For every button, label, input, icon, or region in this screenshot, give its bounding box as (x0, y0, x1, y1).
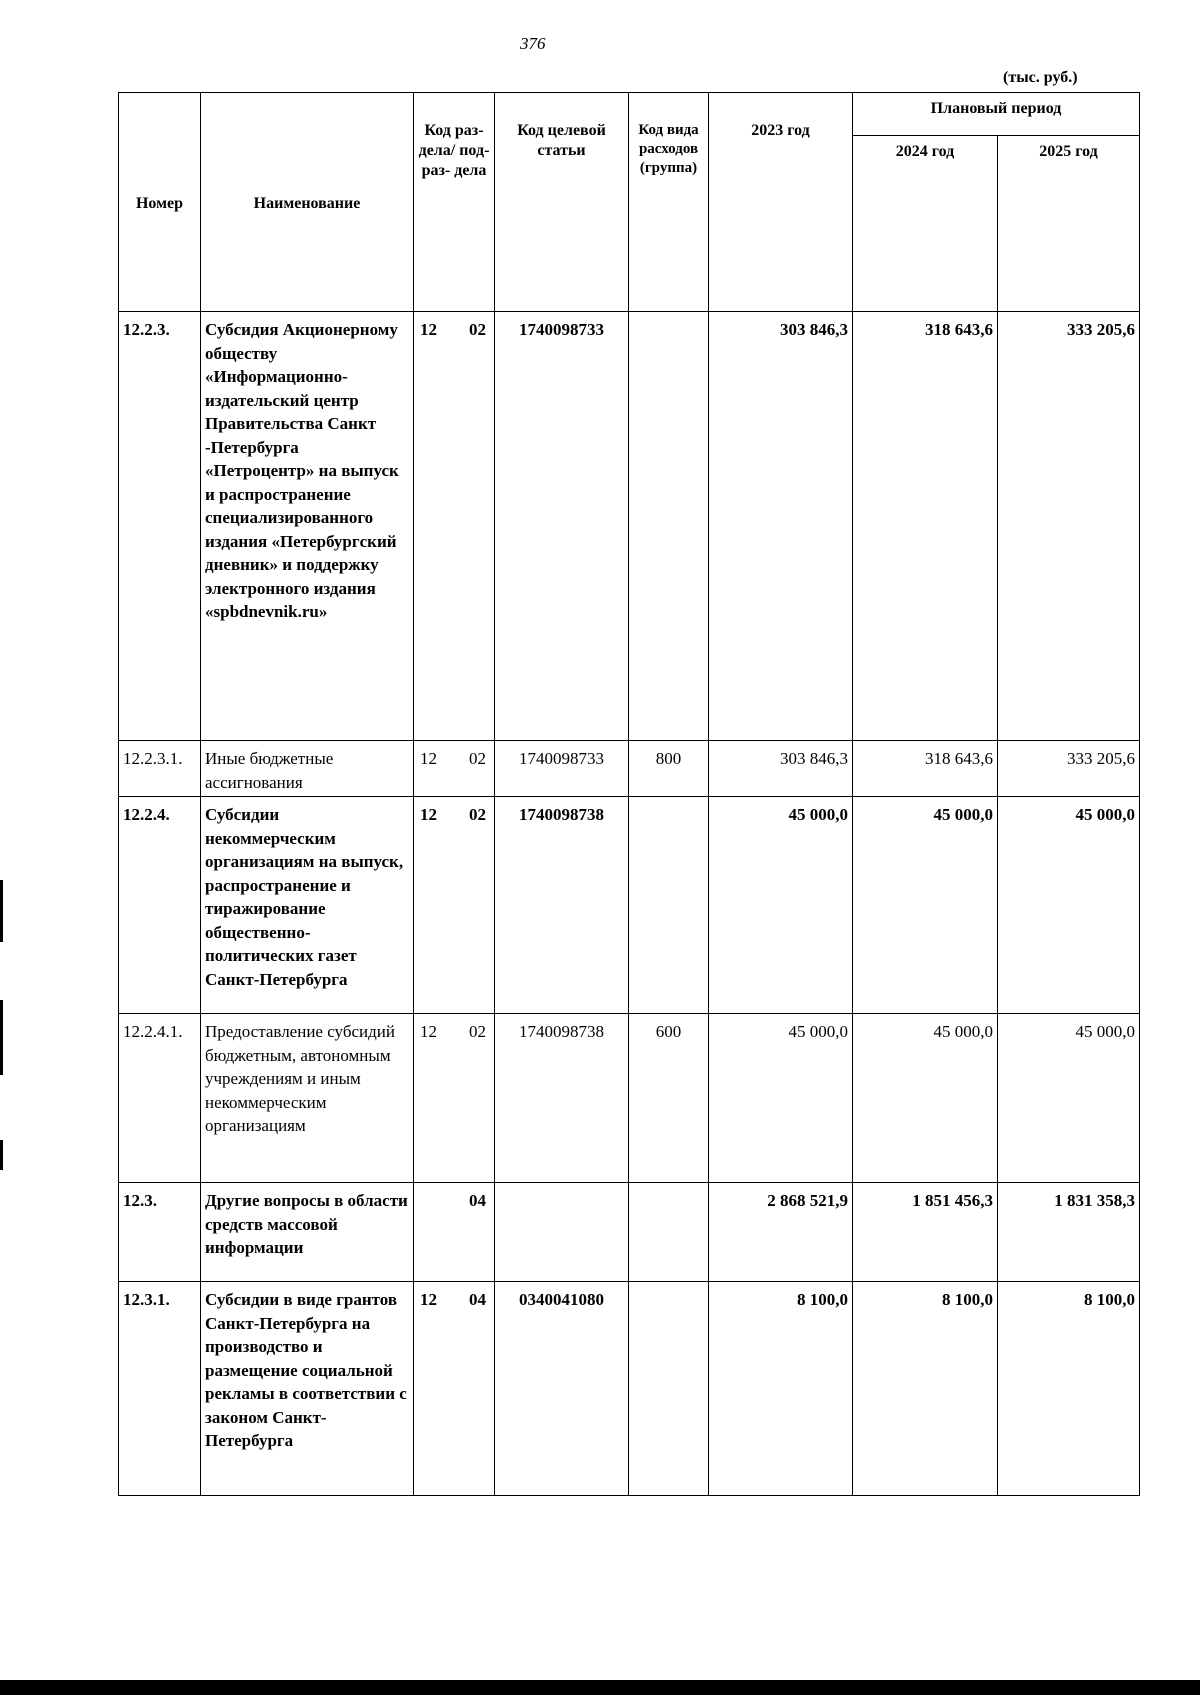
header-year-2025: 2025 год (998, 136, 1140, 312)
row-2024: 45 000,0 (853, 1014, 998, 1183)
row-2023: 45 000,0 (709, 797, 853, 1014)
table-row (119, 312, 1140, 741)
row-number: 12.3. (119, 1183, 201, 1282)
row-target-code: 0340041080 (495, 1282, 629, 1496)
page-number: 376 (520, 34, 546, 53)
row-section: 12 (420, 805, 437, 824)
row-subsection: 02 (469, 1022, 486, 1041)
row-subsection: 02 (469, 320, 486, 339)
row-2024: 318 643,6 (853, 741, 998, 797)
scan-bottom-border (0, 1680, 1200, 1695)
row-2025: 1 831 358,3 (998, 1183, 1140, 1282)
row-name: Субсидии в виде грантов Санкт-Петербурга на производство и размещение социальной рекламы в соответствии с законом Санкт-Петербурга (201, 1282, 414, 1496)
row-2025: 333 205,6 (998, 741, 1140, 797)
header-name: Наименование (201, 93, 414, 312)
row-name: Субсидия Акционерному обществу «Информационно-издательский центр Правительства Санкт -Петербурга «Петроцентр» на выпуск и распространение специализированного издания «Петербургский дневник» и поддержку электронного издания «spbdnevnik.ru» (201, 312, 414, 741)
table-row (119, 1014, 1140, 1183)
row-section-code (414, 1282, 495, 1496)
row-target-code: 1740098733 (495, 312, 629, 741)
row-name: Иные бюджетные ассигнования (201, 741, 414, 797)
budget-table (118, 92, 1140, 1496)
table-row (119, 741, 1140, 797)
row-2024: 45 000,0 (853, 797, 998, 1014)
row-expense-type: 600 (629, 1014, 709, 1183)
row-section-code (414, 797, 495, 1014)
row-number: 12.2.4.1. (119, 1014, 201, 1183)
row-section-code (414, 1183, 495, 1282)
row-number: 12.2.3. (119, 312, 201, 741)
row-name: Предоставление субсидий бюджетным, автономным учреждениям и иным некоммерческим организациям (201, 1014, 414, 1183)
row-expense-type (629, 312, 709, 741)
row-target-code: 1740098738 (495, 1014, 629, 1183)
header-year-2024: 2024 год (853, 136, 998, 312)
row-2023: 8 100,0 (709, 1282, 853, 1496)
table-row (119, 1183, 1140, 1282)
row-number: 12.2.4. (119, 797, 201, 1014)
row-number: 12.3.1. (119, 1282, 201, 1496)
row-expense-type: 800 (629, 741, 709, 797)
row-subsection: 04 (469, 1290, 486, 1309)
row-2023: 303 846,3 (709, 312, 853, 741)
row-2023: 303 846,3 (709, 741, 853, 797)
row-expense-type (629, 797, 709, 1014)
row-2025: 45 000,0 (998, 1014, 1140, 1183)
row-target-code: 1740098733 (495, 741, 629, 797)
row-subsection: 04 (469, 1191, 486, 1210)
row-target-code: 1740098738 (495, 797, 629, 1014)
row-section-code (414, 312, 495, 741)
row-2024: 318 643,6 (853, 312, 998, 741)
row-section: 12 (420, 749, 437, 768)
row-section: 12 (420, 320, 437, 339)
header-number: Номер (119, 93, 201, 312)
table-row (119, 797, 1140, 1014)
row-expense-type (629, 1282, 709, 1496)
header-section-code: Код раз- дела/ под- раз- дела (414, 93, 495, 312)
row-2023: 45 000,0 (709, 1014, 853, 1183)
table-row (119, 1282, 1140, 1496)
row-target-code (495, 1183, 629, 1282)
row-section: 12 (420, 1290, 437, 1309)
row-2024: 8 100,0 (853, 1282, 998, 1496)
table-header-row (119, 93, 1140, 136)
row-section-code (414, 1014, 495, 1183)
header-planned-period: Плановый период (853, 93, 1140, 136)
row-section: 12 (420, 1022, 437, 1041)
row-subsection: 02 (469, 749, 486, 768)
scan-edge-mark (0, 1140, 3, 1170)
row-2023: 2 868 521,9 (709, 1183, 853, 1282)
row-2025: 8 100,0 (998, 1282, 1140, 1496)
row-subsection: 02 (469, 805, 486, 824)
row-name: Субсидии некоммерческим организациям на выпуск, распространение и тиражирование общественно-политических газет Санкт-Петербурга (201, 797, 414, 1014)
header-target-code: Код целевой статьи (495, 93, 629, 312)
row-2025: 333 205,6 (998, 312, 1140, 741)
row-name: Другие вопросы в области средств массовой информации (201, 1183, 414, 1282)
row-section-code (414, 741, 495, 797)
header-year-2023: 2023 год (709, 93, 853, 312)
row-number: 12.2.3.1. (119, 741, 201, 797)
row-expense-type (629, 1183, 709, 1282)
row-2024: 1 851 456,3 (853, 1183, 998, 1282)
scan-edge-mark (0, 880, 3, 942)
row-2025: 45 000,0 (998, 797, 1140, 1014)
header-expense-type: Код вида расходов (группа) (629, 93, 709, 312)
units-label: (тыс. руб.) (1003, 69, 1078, 86)
scan-edge-mark (0, 1000, 3, 1075)
